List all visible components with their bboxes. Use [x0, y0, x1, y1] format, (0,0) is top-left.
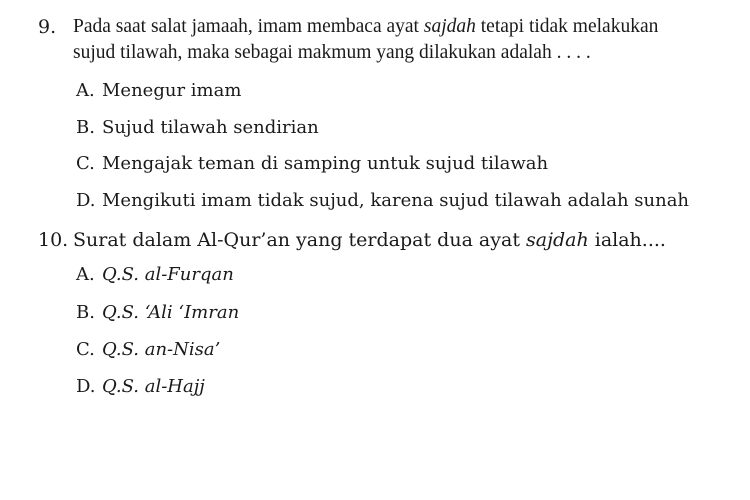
option-9-c[interactable]	[76, 152, 548, 176]
option-letter: A.	[76, 264, 95, 285]
option-text: Q.S. al-Hajj	[102, 376, 205, 397]
option-letter: C.	[76, 153, 95, 174]
option-text: Sujud tilawah sendirian	[102, 117, 319, 138]
option-letter: A.	[76, 80, 95, 101]
italic-term: sajdah	[526, 229, 589, 251]
option-letter: B.	[76, 302, 95, 323]
option-letter: C.	[76, 339, 95, 360]
option-9-a[interactable]	[76, 79, 241, 103]
option-text: Mengikuti imam tidak sujud, karena sujud tilawah adalah sunah	[102, 190, 690, 211]
option-text: Menegur imam	[102, 80, 242, 101]
option-letter: D.	[76, 190, 96, 211]
option-10-c[interactable]	[76, 338, 220, 362]
question-number: 9.	[38, 16, 57, 38]
option-10-a[interactable]	[76, 263, 234, 287]
question-stem	[73, 14, 738, 66]
option-10-b[interactable]	[76, 301, 239, 325]
option-letter: B.	[76, 117, 95, 138]
question-number: 10.	[38, 229, 69, 251]
option-text: Q.S. an-Nisa’	[102, 339, 221, 360]
italic-term: sajdah	[423, 16, 476, 37]
option-9-b[interactable]	[76, 116, 319, 140]
option-9-d[interactable]	[76, 189, 689, 213]
question-stem	[73, 227, 738, 253]
option-text: Mengajak teman di samping untuk sujud tilawah	[102, 153, 549, 174]
question-stem-line-1: Pada saat salat jamaah, imam membaca ayat sajdah tetapi tidak melakukan	[73, 16, 659, 37]
option-10-d[interactable]	[76, 375, 205, 399]
cropped-line-fragment	[160, 0, 360, 4]
option-text: Q.S. ‘Ali ‘Imran	[102, 302, 240, 323]
question-stem-line-1: Surat dalam Al-Qur’an yang terdapat dua ayat sajdah ialah....	[73, 229, 666, 251]
question-stem-line-2: sujud tilawah, maka sebagai makmum yang dilakukan adalah . . . .	[73, 42, 591, 63]
option-text: Q.S. al-Furqan	[102, 264, 234, 285]
option-letter: D.	[76, 376, 96, 397]
